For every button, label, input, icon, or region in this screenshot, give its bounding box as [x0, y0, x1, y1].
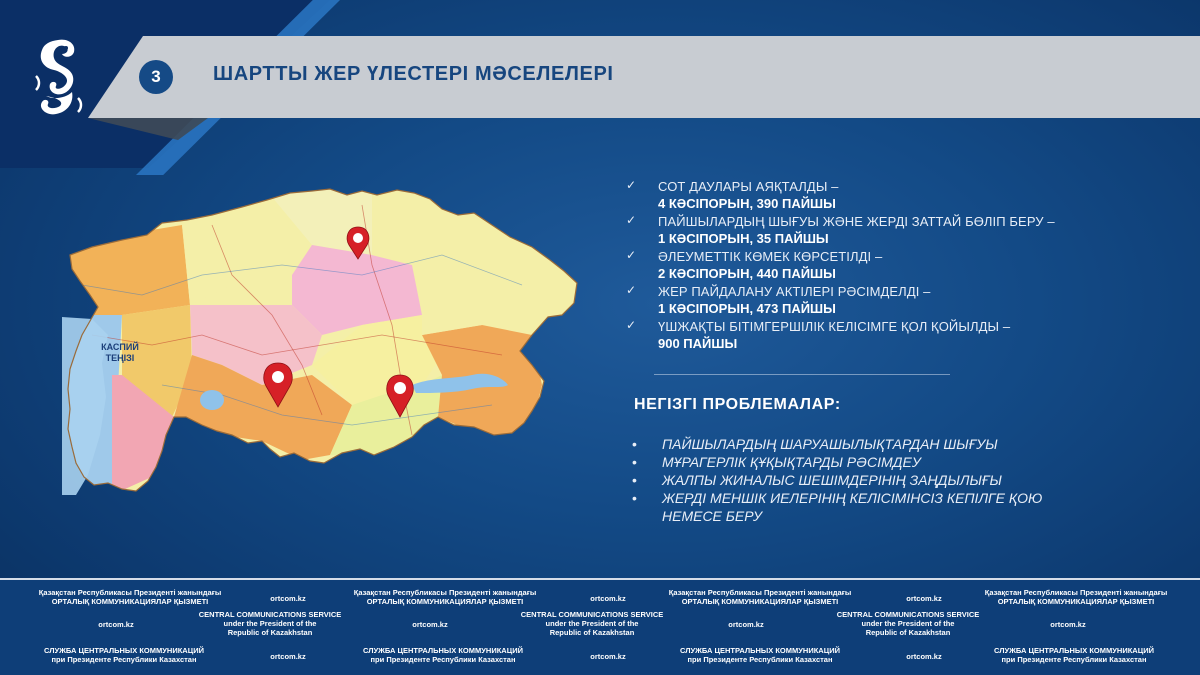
- footer-site: ortcom.kz: [906, 652, 942, 661]
- bullet-icon: •: [632, 454, 637, 470]
- result-item: [626, 213, 1146, 247]
- slide-title: ШАРТТЫ ЖЕР ҮЛЕСТЕРІ МӘСЕЛЕЛЕРІ: [213, 63, 614, 85]
- result-text: ПАЙШЫЛАРДЫҢ ШЫҒУЫ ЖӘНЕ ЖЕРДІ ЗАТТАЙ БӨЛІП БЕРУ –: [658, 214, 1055, 229]
- section-divider: [654, 374, 950, 375]
- footer-kz-org: Қазақстан Республикасы Президенті жанындағы ОРТАЛЫҚ КОММУНИКАЦИЯЛАР ҚЫЗМЕТІ: [38, 588, 222, 606]
- footer-kz-org: Қазақстан Республикасы Президенті жанындағы ОРТАЛЫҚ КОММУНИКАЦИЯЛАР ҚЫЗМЕТІ: [984, 588, 1168, 606]
- footer-kz-org: Қазақстан Республикасы Президенті жанындағы ОРТАЛЫҚ КОММУНИКАЦИЯЛАР ҚЫЗМЕТІ: [353, 588, 537, 606]
- footer-site: ortcom.kz: [412, 620, 448, 629]
- footer-watermark-grid: [0, 586, 1200, 675]
- result-text: ҮШЖАҚТЫ БІТІМГЕРШІЛІК КЕЛІСІМГЕ ҚОЛ ҚОЙЫЛДЫ –: [658, 319, 1011, 334]
- result-item: [626, 283, 1146, 317]
- result-value: 1 КӘСІПОРЫН, 35 ПАЙШЫ: [658, 231, 829, 246]
- result-item: [626, 248, 1146, 282]
- problem-text: ЖЕРДІ МЕНШІК ИЕЛЕРІНІҢ КЕЛІСІМІНСІЗ КЕПІЛГЕ ҚОЮ НЕМЕСЕ БЕРУ: [662, 490, 1043, 524]
- check-icon: ✓: [626, 178, 637, 192]
- check-icon: ✓: [626, 283, 637, 297]
- result-text: СОТ ДАУЛАРЫ АЯҚТАЛДЫ –: [658, 179, 839, 194]
- result-value: 4 КӘСІПОРЫН, 390 ПАЙШЫ: [658, 196, 836, 211]
- problem-item: [632, 471, 1102, 489]
- result-value: 900 ПАЙШЫ: [658, 336, 738, 351]
- footer-kz-org: Қазақстан Республикасы Президенті жанындағы ОРТАЛЫҚ КОММУНИКАЦИЯЛАР ҚЫЗМЕТІ: [668, 588, 852, 606]
- footer-ru-org: СЛУЖБА ЦЕНТРАЛЬНЫХ КОММУНИКАЦИЙ при Президенте Республики Казахстан: [993, 646, 1154, 664]
- footer-en-org: CENTRAL COMMUNICATIONS SERVICE under the President of the Republic of Kazakhstan: [836, 610, 980, 637]
- kazakhstan-map: [62, 185, 582, 495]
- result-item: [626, 178, 1146, 212]
- problem-item: [632, 435, 1102, 453]
- footer-site: ortcom.kz: [1050, 620, 1086, 629]
- snow-leopard-logo-icon: [28, 36, 84, 120]
- problems-heading: НЕГІЗГІ ПРОБЛЕМАЛАР:: [634, 396, 841, 413]
- footer-site: ortcom.kz: [590, 594, 626, 603]
- bullet-icon: •: [632, 472, 637, 488]
- result-text: ӘЛЕУМЕТТІК КӨМЕК КӨРСЕТІЛДІ –: [658, 249, 883, 264]
- result-text: ЖЕР ПАЙДАЛАНУ АКТІЛЕРІ РӘСІМДЕЛДІ –: [658, 284, 931, 299]
- problem-item: [632, 453, 1102, 471]
- slide-number-badge: 3: [139, 60, 173, 94]
- footer-site: ortcom.kz: [98, 620, 134, 629]
- result-value: 2 КӘСІПОРЫН, 440 ПАЙШЫ: [658, 266, 836, 281]
- footer-site: ortcom.kz: [270, 594, 306, 603]
- problems-list: [632, 435, 1102, 525]
- problem-text: ПАЙШЫЛАРДЫҢ ШАРУАШЫЛЫҚТАРДАН ШЫҒУЫ: [662, 436, 998, 452]
- result-item: [626, 318, 1146, 352]
- check-icon: ✓: [626, 213, 637, 227]
- check-icon: ✓: [626, 248, 637, 262]
- footer-ru-org: СЛУЖБА ЦЕНТРАЛЬНЫХ КОММУНИКАЦИЙ при Президенте Республики Казахстан: [43, 646, 204, 664]
- bullet-icon: •: [632, 436, 637, 452]
- footer-site: ortcom.kz: [906, 594, 942, 603]
- footer: [0, 578, 1200, 675]
- problem-text: МҰРАГЕРЛІК ҚҰҚЫҚТАРДЫ РӘСІМДЕУ: [662, 454, 921, 470]
- problem-text: ЖАЛПЫ ЖИНАЛЫС ШЕШІМДЕРІНІҢ ЗАҢДЫЛЫҒЫ: [662, 472, 1002, 488]
- result-value: 1 КӘСІПОРЫН, 473 ПАЙШЫ: [658, 301, 836, 316]
- footer-site: ortcom.kz: [270, 652, 306, 661]
- results-list: [626, 178, 1146, 353]
- caspian-sea-label: КАСПИЙ ТЕҢІЗІ: [101, 342, 139, 363]
- footer-site: ortcom.kz: [590, 652, 626, 661]
- footer-site: ortcom.kz: [728, 620, 764, 629]
- footer-en-org: CENTRAL COMMUNICATIONS SERVICE under the President of the Republic of Kazakhstan: [520, 610, 664, 637]
- footer-ru-org: СЛУЖБА ЦЕНТРАЛЬНЫХ КОММУНИКАЦИЙ при Президенте Республики Казахстан: [362, 646, 523, 664]
- bullet-icon: •: [632, 490, 637, 506]
- footer-ru-org: СЛУЖБА ЦЕНТРАЛЬНЫХ КОММУНИКАЦИЙ при Президенте Республики Казахстан: [679, 646, 840, 664]
- check-icon: ✓: [626, 318, 637, 332]
- problem-item: [632, 489, 1102, 525]
- footer-en-org: CENTRAL COMMUNICATIONS SERVICE under the President of the Republic of Kazakhstan: [198, 610, 342, 637]
